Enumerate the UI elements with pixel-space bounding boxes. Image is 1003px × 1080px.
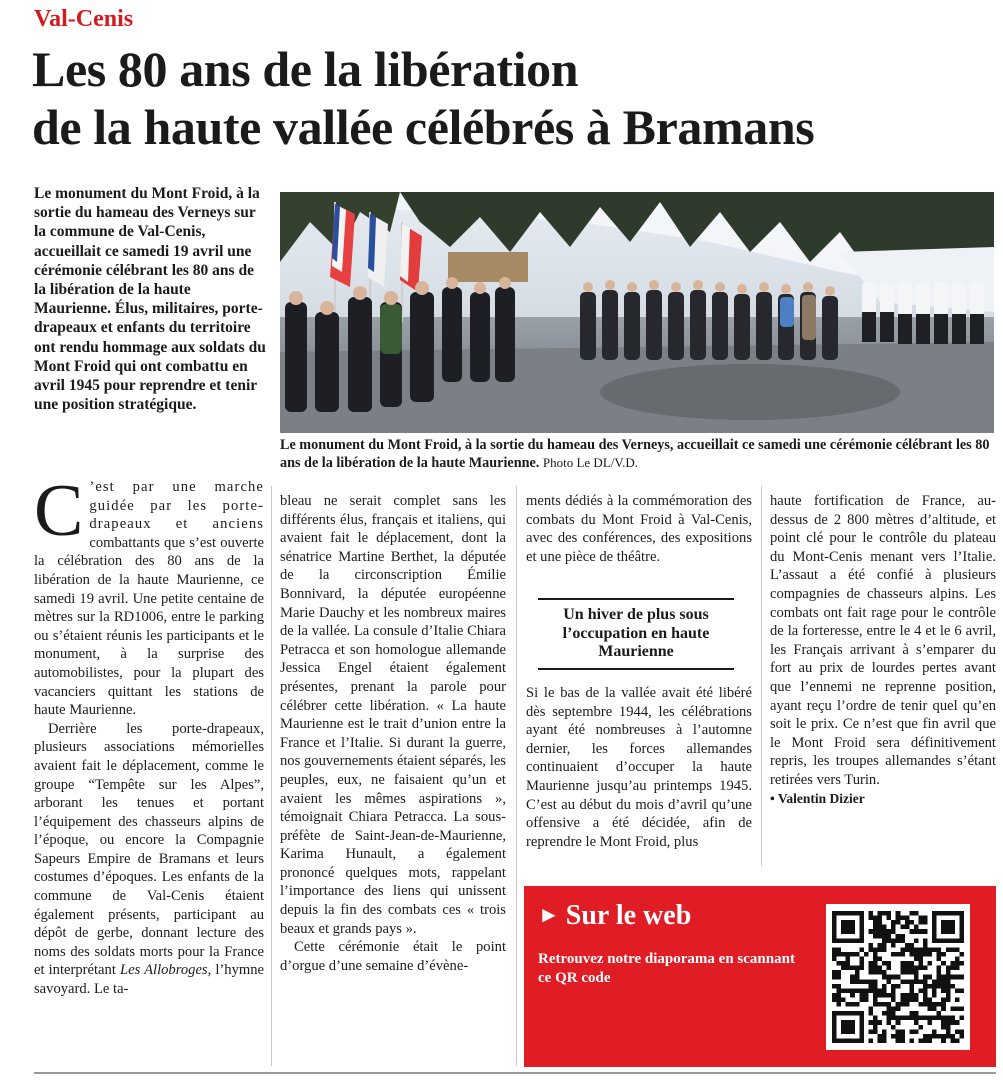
article-paragraph-1 xyxy=(34,470,264,720)
headline-line-1: Les 80 ans de la libération xyxy=(32,41,579,97)
qr-code-pattern xyxy=(832,910,964,1044)
dropcap: C xyxy=(34,470,84,552)
headline xyxy=(32,40,992,156)
web-promo-text: Retrouvez notre diaporama en scannant ce QR code xyxy=(538,951,795,986)
photo-credit: Photo Le DL/V.D. xyxy=(542,455,638,470)
ceremony-photo-illustration xyxy=(280,192,994,433)
article-paragraph-5: ments dédiés à la commémoration des combats du Mont Froid à Val-Cenis, avec des conférences, des expositions et une pièce de théâtre. xyxy=(526,493,752,565)
photo-caption xyxy=(280,436,994,472)
column-rule-2 xyxy=(516,486,517,1066)
article-paragraph-7: haute fortification de France, au-dessus de 2 800 mètres d’altitude, et point clé pour le contrôle du plateau du Mont-Cenis menant vers l’Italie. L’assaut a été confié à plusieurs compagnies de chasseurs alpins. Les combats ont fait rage pour le contrôle de la forteresse, entre le 4 et le 6 avril, les Français arrivant à s’emparer du fort au prix de lourdes pertes avant que l’ennemi ne reprenne position, ayant reçu l’ordre de tenir quel qu’en soit le prix. Ce n’est que fin avril que le Mont Froid sera définitivement repris, les troupes allemandes s’étant retirées vers Turin. xyxy=(770,493,996,788)
play-arrow-icon: ► xyxy=(538,902,560,927)
article-paragraph-1-rest: combattants que s’est ouverte la célébration des 80 ans de la libération de la haute Maurienne, ce samedi 19 avril. Une petite centaine de mètres sur la RD1006, entre le parking ou s’étaient réunis les participants et le monument, à la surprise des automobilistes, pour la plupart des vacanciers quittant les stations de haute Maurienne. xyxy=(34,534,264,719)
bottom-rule xyxy=(34,1072,996,1074)
lead-paragraph: Le monument du Mont Froid, à la sortie du hameau des Verneys sur la commune de Val-Cenis, accueillait ce samedi 19 avril une cérémonie célébrant les 80 ans de la libération de la haute Maurienne. Élus, militaires, porte-drapeaux et enfants du territoire ont rendu hommage aux soldats du Mont Froid qui ont combattu en avril 1945 pour reprendre et tenir une position stratégique. xyxy=(34,185,266,414)
section-kicker: Val-Cenis xyxy=(34,6,134,32)
article-column-3 xyxy=(526,492,752,566)
subheading: Un hiver de plus sous l’occupation en haute Maurienne xyxy=(538,598,734,670)
article-paragraph-3: bleau ne serait complet sans les différents élus, français et italiens, qui avaient fait le déplacement, dont la sénatrice Martine Berthet, la députée de la circonscription Émilie Bonnivard, la députée européenne Marie Dauchy et les nombreux maires de la vallée. La consule d’Italie Chiara Petracca et son homologue allemande Jessica Engel étaient également présentes, prenant la parole pour célébrer cette libération. « La haute Maurienne est le trait d’union entre la France et l’Italie. Si durant la guerre, nos gouvernements étaient séparés, les peuples, eux, ne faisaient qu’un et avaient les mêmes aspirations », témoignait Chiara Petracca. La sous-préfète de Saint-Jean-de-Maurienne, Karima Hunault, a également prononcé quelques mots, rappelant l’importance des liens qui unissent depuis la fin des combats ces « trois beaux et grands pays ». xyxy=(280,493,506,937)
column-rule-3 xyxy=(761,486,762,866)
article-column-3-continued xyxy=(526,684,752,851)
article-column-4 xyxy=(770,492,996,808)
article-paragraph-2 xyxy=(34,720,264,999)
anthem-title: Les Allobroges xyxy=(120,962,208,979)
ceremony-photo xyxy=(280,192,994,433)
web-promo-title xyxy=(538,900,691,932)
article-column-2 xyxy=(280,492,506,975)
web-promo-title-text: Sur le web xyxy=(565,900,692,931)
article-paragraph-2-a: Derrière les porte-drapeaux, plusieurs associations mémorielles avaient fait le déplacement, comme le groupe “Tempête sur les Alpes”, arborant les tenues et portant l’équipement des chasseurs alpins de l’époque, ou encore la Compagnie Sapeurs Empire de Bramans et leurs costumes d’époques. Les enfants de la commune de Val-Cenis étaient également présents, participant au dépôt de gerbe, donnant lecture des noms des soldats morts pour la France et interprétant xyxy=(34,720,264,979)
caption-text: Le monument du Mont Froid, à la sortie du hameau des Verneys, accueillait ce samedi une cérémonie célébrant les 80 ans de la libération de la haute Maurienne. xyxy=(280,437,990,471)
author-byline: • Valentin Dizier xyxy=(770,790,865,806)
web-promo-box xyxy=(524,886,996,1067)
headline-line-2: de la haute vallée célébrés à Bramans xyxy=(32,99,815,155)
article-opening: ’est par une marche guidée par les porte-drapeaux et anciens xyxy=(89,479,264,533)
article-paragraph-6: Si le bas de la vallée avait été libéré dès septembre 1944, les célébrations ayant été nombreuses à l’automne dernier, les forces allemandes continuaient d’occuper la haute Maurienne jusqu’au printemps 1945. C’est au début du mois d’avril qu’une offensive a été décidée, afin de reprendre le Mont Froid, plus xyxy=(526,685,752,850)
column-rule-1 xyxy=(271,486,272,1066)
article-paragraph-4: Cette cérémonie était le point d’orgue d’une semaine d’évène- xyxy=(280,939,506,974)
article-column-1 xyxy=(34,470,265,999)
qr-code[interactable] xyxy=(826,904,970,1050)
article-paragraph-2-b: , l’hymne savoyard. Le ta- xyxy=(34,962,265,998)
